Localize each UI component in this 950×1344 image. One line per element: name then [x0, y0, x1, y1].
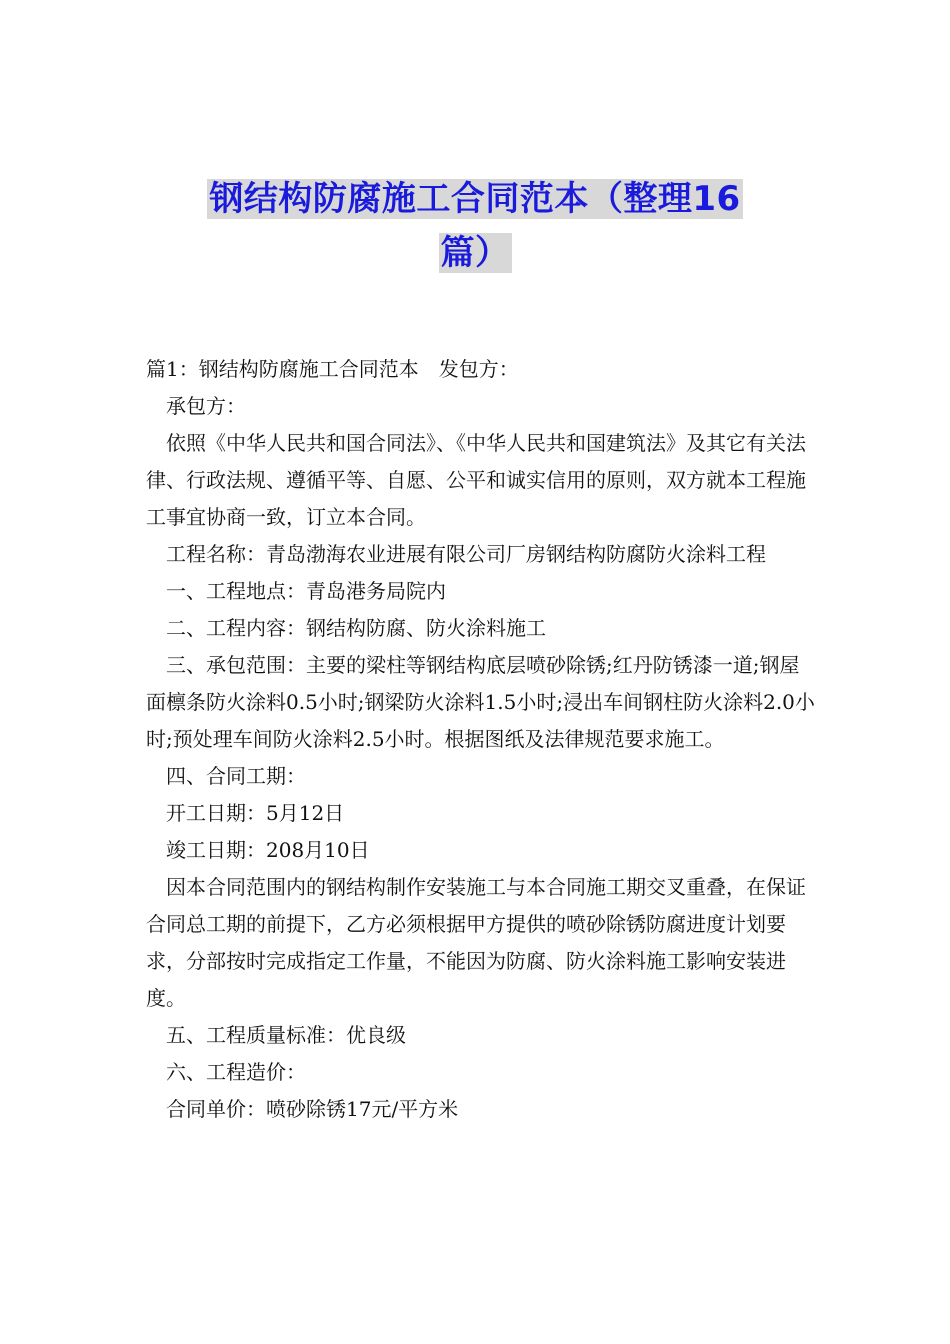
title-line-2: 篇）: [440, 233, 510, 273]
document-body: [146, 351, 816, 1128]
paragraph-heading: 篇1：钢结构防腐施工合同范本 发包方：: [146, 357, 519, 381]
paragraph-location: 一、工程地点：青岛港务局院内: [166, 579, 446, 603]
paragraph-quality: 五、工程质量标准：优良级: [166, 1023, 406, 1047]
paragraph-end-date: 竣工日期：208月10日: [166, 838, 370, 862]
paragraph-content: 二、工程内容：钢结构防腐、防火涂料施工: [166, 616, 546, 640]
paragraph-unit-price: 合同单价：喷砂除锈17元/平方米: [166, 1097, 459, 1121]
title-line-1: 钢结构防腐施工合同范本（整理16: [209, 179, 741, 219]
paragraph-cost: 六、工程造价：: [166, 1060, 306, 1084]
paragraph-contractor: 承包方：: [166, 394, 246, 418]
document-title: [0, 172, 950, 280]
paragraph-project-name: 工程名称：青岛渤海农业进展有限公司厂房钢结构防腐防火涂料工程: [166, 542, 766, 566]
paragraph-schedule-note: 因本合同范围内的钢结构制作安装施工与本合同施工期交叉重叠，在保证合同总工期的前提下，乙方必须根据甲方提供的喷砂除锈防腐进度计划要求，分部按时完成指定工作量，不能因为防腐、防火涂料施工影响安装进度。: [146, 875, 806, 1010]
paragraph-start-date: 开工日期：5月12日: [166, 801, 345, 825]
paragraph-duration: 四、合同工期：: [166, 764, 306, 788]
paragraph-preamble: 依照《中华人民共和国合同法》、《中华人民共和国建筑法》及其它有关法律、行政法规、遵循平等、自愿、公平和诚实信用的原则，双方就本工程施工事宜协商一致，订立本合同。: [146, 431, 806, 529]
paragraph-scope: 三、承包范围：主要的梁柱等钢结构底层喷砂除锈;红丹防锈漆一道;钢屋面檩条防火涂料0.5小时;钢梁防火涂料1.5小时;浸出车间钢柱防火涂料2.0小时;预处理车间防火涂料2.5小时。根据图纸及法律规范要求施工。: [146, 653, 815, 751]
